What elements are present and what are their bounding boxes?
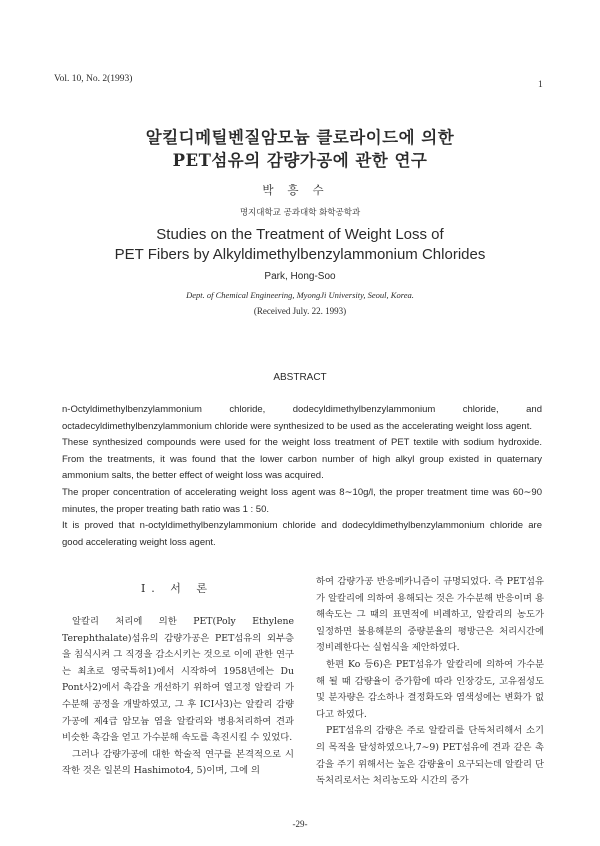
received-date: (Received July. 22. 1993)	[253, 306, 347, 316]
english-department: Dept. of Chemical Engineering, MyongJi University, Seoul, Korea.	[186, 290, 414, 300]
korean-author: 박흥수	[262, 183, 338, 197]
abstract-body	[62, 402, 542, 551]
english-author: Park, Hong-Soo	[264, 271, 336, 282]
korean-title-line2: PET섬유의 감량가공에 관한 연구	[172, 151, 428, 170]
korean-affiliation: 명지대학교 공과대학 화학공학과	[239, 208, 361, 218]
english-title-line2: PET Fibers by Alkyldimethylbenzylammonium Chlorides	[114, 246, 486, 263]
body-paragraph: 알칼리 처리에 의한 PET(Poly Ethylene Terephthalate)섬유의 감량가공은 PET섬유의 외부층을 침식시켜 그 직경을 감소시키는 것으로 이에 관한 연구는 최초로 영국특허1)에서 시작하여 1958년에는 Du Pont사2)에서 촉감을 개선하기 위하여 열고정 알칼리 가수분해 공정을 개발하였고, 그 후 ICI사3)는 알칼리 감량가공에 제4급 암모늄 염을 알칼리와 병용처리하여 견과 비슷한 촉감을 얻고 가수분해 속도를 촉진시킬 수 있었다.	[62, 616, 294, 744]
right-column	[316, 574, 544, 790]
page-footer-number: -29-	[292, 819, 308, 829]
abstract-paragraph: These synthesized compounds were used for the weight loss treatment of PET textile with sodium hydroxide. From the treatments, it was found that the lower carbon number of high alkyl group existed in quaternary ammonium salts, the better effect of weight loss was acquired.	[62, 437, 542, 482]
body-paragraph: 그러나 감량가공에 대한 학술적 연구를 본격적으로 시작한 것은 일본의 Hashimoto4, 5)이며, 그에 의	[62, 748, 294, 777]
body-paragraph: 한편 Ko 등6)은 PET섬유가 알칼리에 의하여 가수분해 될 때 감량율이 증가함에 따라 인장강도, 고유점성도 및 분자량은 감소하나 결정화도와 염색성에는 변화가 없다고 하였다.	[316, 658, 544, 720]
left-column	[62, 614, 294, 780]
abstract-paragraph: The proper concentration of accelerating weight loss agent was 8∼10g/l, the proper treatment time was 60∼90 minutes, the proper treating bath ratio was 1 : 50.	[62, 486, 542, 515]
body-paragraph: 하여 감량가공 반응메카니즘이 규명되었다. 즉 PET섬유가 알칼리에 의하여 용해되는 것은 가수분해 반응이며 용해속도는 그 때의 표면적에 비례하고, 알칼리의 농도가 일정하면 불용해분의 중량분율의 평방근은 처리시간에 정비례한다는 실험식을 제안하였다.	[316, 576, 544, 654]
abstract-paragraph: It is proved that n-octyldimethylbenzylammonium chloride and dodecyldimethylbenzylammonium chloride are good accelerating weight loss agent.	[62, 520, 542, 548]
volume-info: Vol. 10, No. 2(1993)	[54, 74, 133, 84]
section-heading-introduction: Ⅰ. 서 론	[140, 582, 214, 595]
page-number: 1	[538, 80, 543, 90]
body-paragraph: PET섬유의 감량은 주로 알칼리를 단독처리해서 소기의 목적을 달성하였으나,7∼9) PET섬유에 견과 같은 촉감을 주기 위해서는 높은 감량율이 요구되는데 알칼리 단독처리로서는 처리농도와 시간의 증가	[316, 725, 544, 787]
korean-title-line1: 알킬디메틸벤질암모늄 클로라이드에 의한	[145, 128, 455, 147]
abstract-paragraph: n-Octyldimethylbenzylammonium chloride, dodecyldimethylbenzylammonium chloride, and octadecyldimethylbenzylammonium chloride were synthesized to be used as the accelerating weight loss agent.	[62, 404, 542, 432]
abstract-heading: ABSTRACT	[273, 372, 327, 383]
english-title-line1: Studies on the Treatment of Weight Loss of	[156, 226, 444, 243]
